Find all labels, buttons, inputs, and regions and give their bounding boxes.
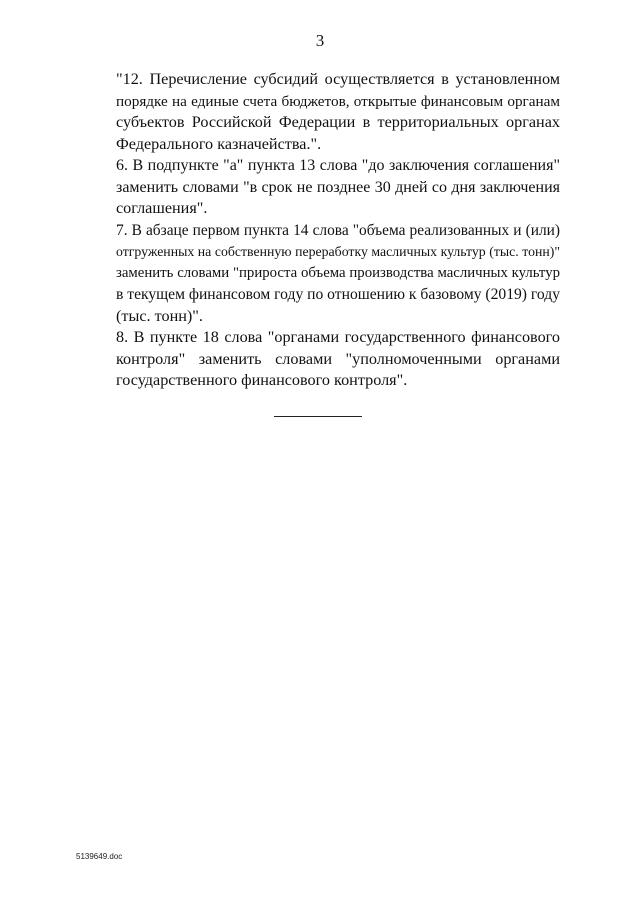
paragraph-item-8	[76, 327, 560, 392]
text-line: соглашения".	[116, 199, 208, 217]
text-line: субъектов Российской Федерации в территориальных органах	[116, 113, 560, 131]
text-line: в текущем финансовом году по отношению к базовому (2019) году	[116, 286, 560, 303]
text-line: отгруженных на собственную переработку масличных культур (тыс. тонн)"	[116, 244, 560, 259]
end-of-text-divider	[274, 416, 362, 417]
text-line: заменить словами "прироста объема производства масличных культур	[116, 264, 560, 281]
paragraph-item-7	[76, 220, 560, 328]
text-line: 6. В подпункте "а" пункта 13 слова "до заключения соглашения"	[116, 157, 560, 174]
paragraph-12-subsidies	[76, 69, 560, 155]
paragraph-item-6	[76, 155, 560, 220]
text-line: "12. Перечисление субсидий осуществляется в установленном	[116, 70, 560, 88]
text-line: Федерального казначейства.".	[116, 134, 322, 153]
text-line: 7. В абзаце первом пункта 14 слова "объема реализованных и (или)	[116, 221, 560, 239]
text-line: государственного финансового контроля".	[116, 371, 408, 389]
text-line: контроля" заменить словами "уполномоченными органами	[116, 349, 560, 368]
text-line: порядке на единые счета бюджетов, открытые финансовым органам	[116, 92, 560, 110]
footer-file-name: 5139649.doc	[76, 852, 123, 861]
text-line: (тыс. тонн)".	[116, 306, 203, 325]
text-line: 8. В пункте 18 слова "органами государственного финансового	[116, 328, 560, 346]
text-line: заменить словами "в срок не позднее 30 дней со дня заключения	[116, 178, 560, 196]
page-number: 3	[315, 31, 325, 50]
document-body	[76, 69, 560, 392]
